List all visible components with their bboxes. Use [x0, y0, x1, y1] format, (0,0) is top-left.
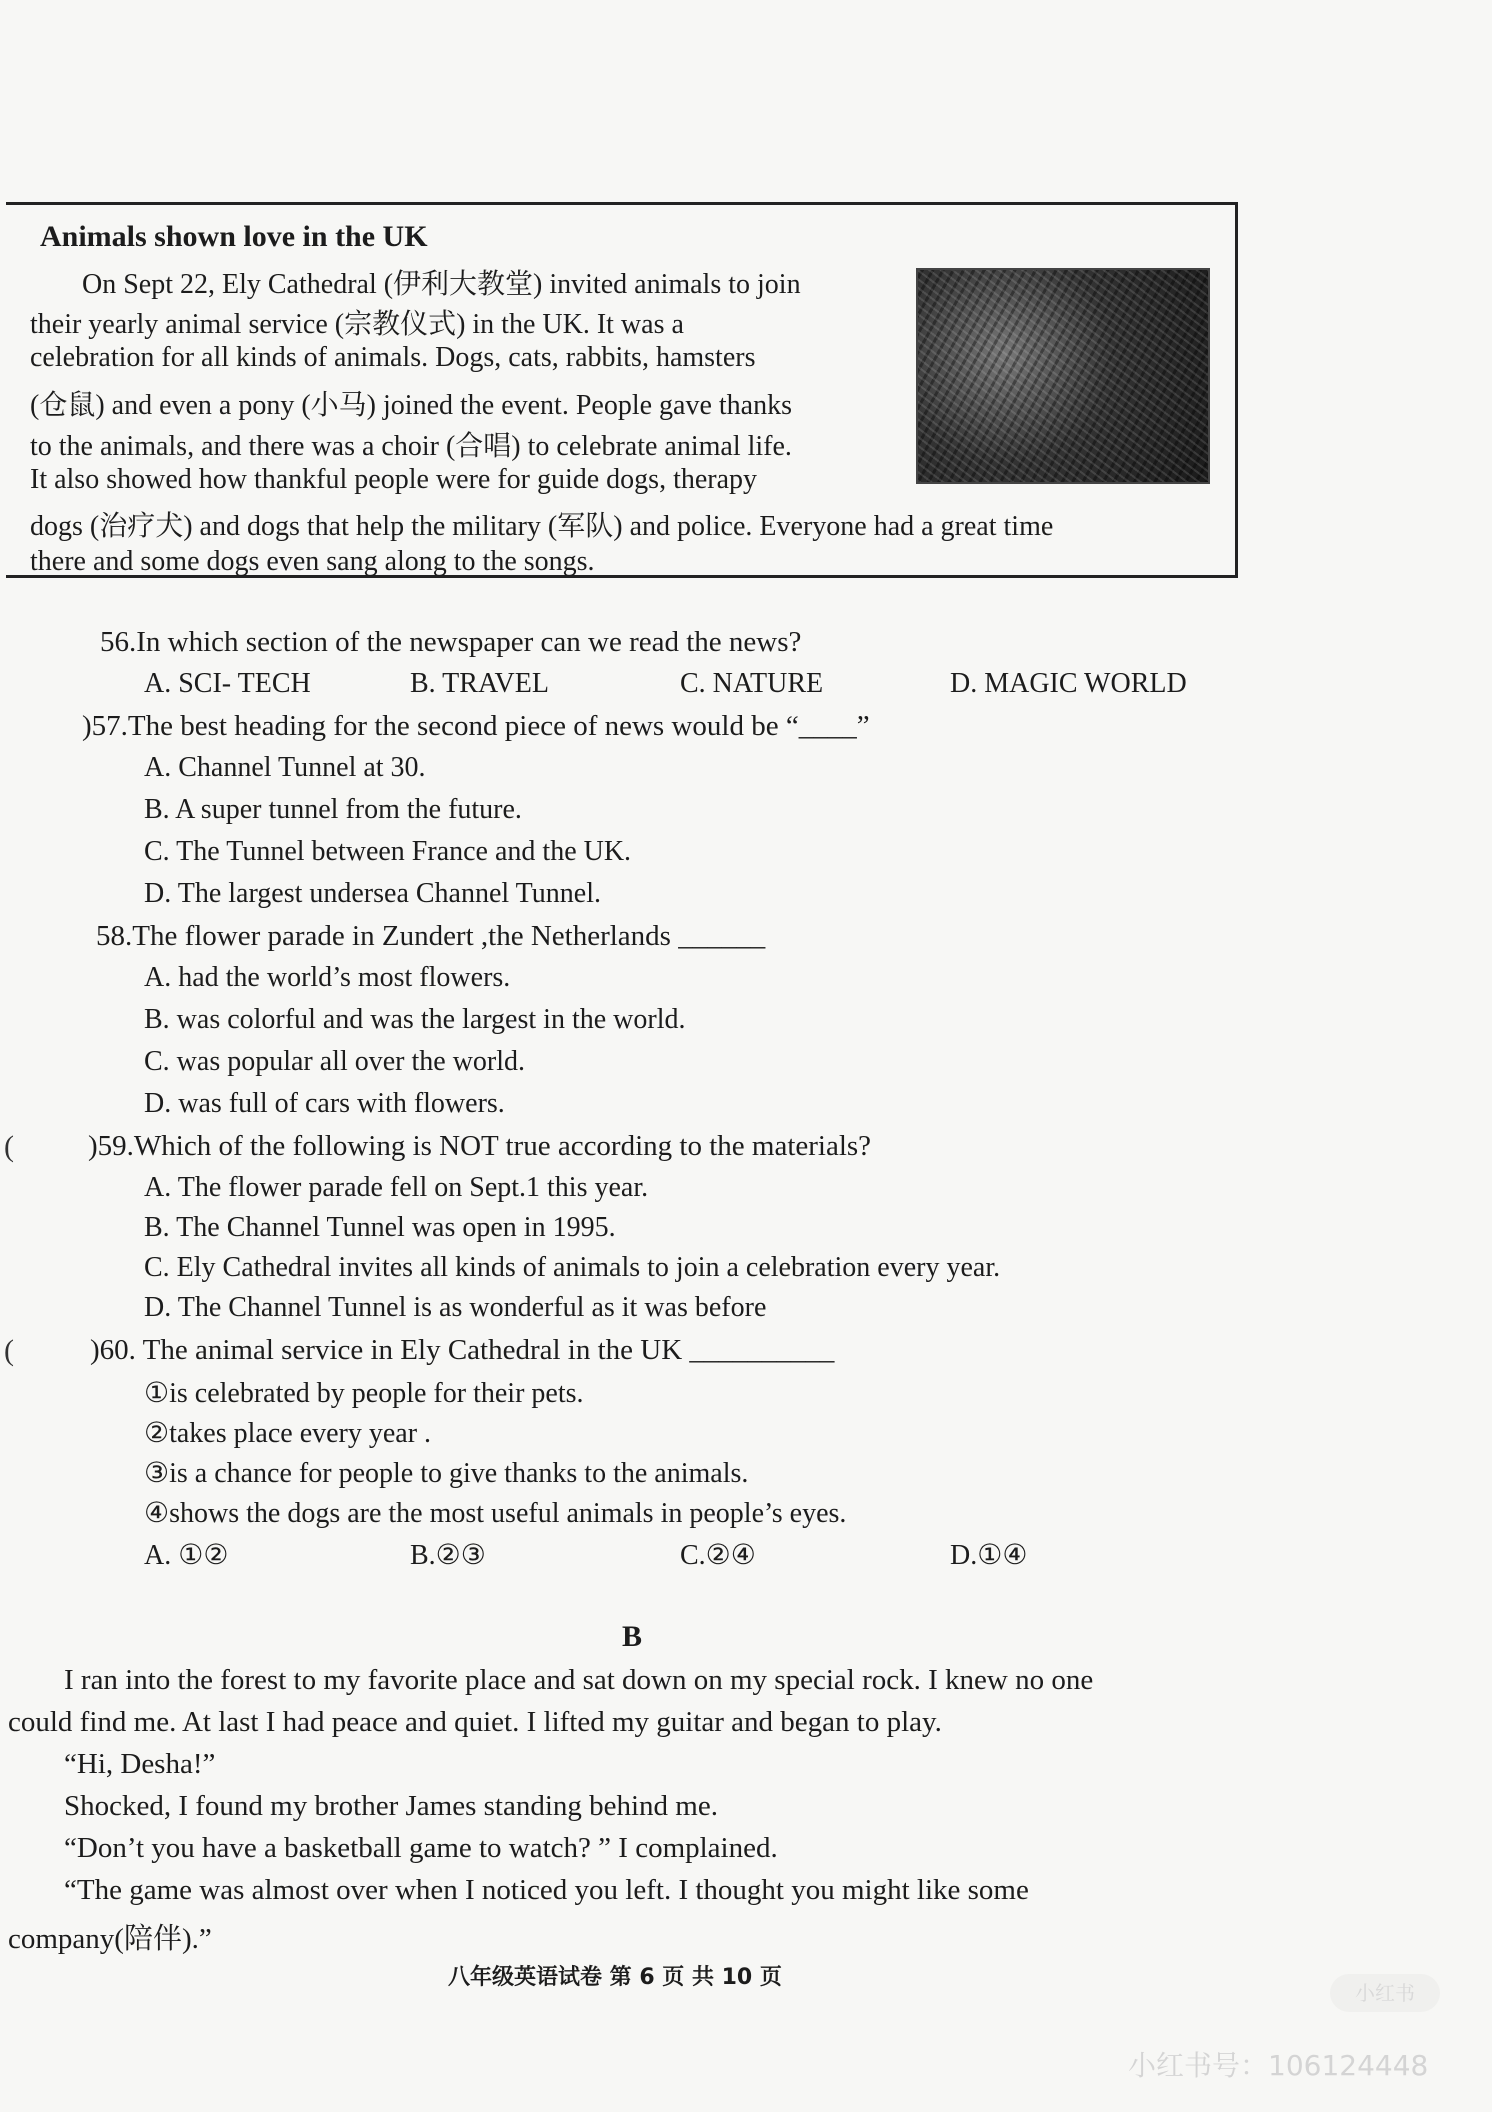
q57-option-d: D. The largest undersea Channel Tunnel.: [144, 878, 602, 909]
question-57-stem: )57.The best heading for the second piece of news would be “____”: [82, 710, 870, 742]
passage-line: “Hi, Desha!”: [64, 1748, 216, 1780]
q57-option-b: B. A super tunnel from the future.: [144, 794, 522, 825]
q60-statement-2: ②takes place every year .: [144, 1418, 432, 1449]
passage-line: “The game was almost over when I noticed you left. I thought you might like some: [64, 1874, 1029, 1906]
q60-statement-4: ④shows the dogs are the most useful animals in people’s eyes.: [144, 1498, 847, 1529]
passage-line: company(陪伴).”: [8, 1923, 212, 1955]
q56-option-c: C. NATURE: [680, 668, 824, 699]
q60-option-d: D.①④: [950, 1540, 1028, 1571]
passage-line: Shocked, I found my brother James standing behind me.: [64, 1790, 718, 1822]
passage-line: I ran into the forest to my favorite place and sat down on my special rock. I knew no one: [64, 1664, 1094, 1696]
question-58-stem: 58.The flower parade in Zundert ,the Netherlands ______: [96, 920, 766, 952]
news-line: celebration for all kinds of animals. Dogs, cats, rabbits, hamsters: [30, 342, 756, 373]
answer-bracket: (: [4, 1130, 14, 1163]
q56-option-b: B. TRAVEL: [410, 668, 549, 699]
watermark-text: 小红书号：106124448: [1128, 2049, 1429, 2082]
page-footer: 八年级英语试卷 第 6 页 共 10 页: [448, 1965, 782, 1990]
q60-option-a: A. ①②: [144, 1540, 229, 1571]
passage-line: “Don’t you have a basketball game to watch? ” I complained.: [64, 1832, 778, 1864]
news-line: to the animals, and there was a choir (合唱) to celebrate animal life.: [30, 431, 792, 462]
q60-option-c: C.②④: [680, 1540, 756, 1571]
passage-line: could find me. At last I had peace and quiet. I lifted my guitar and began to play.: [8, 1706, 942, 1738]
question-60-stem: )60. The animal service in Ely Cathedral in the UK __________: [90, 1334, 835, 1366]
section-heading: B: [622, 1620, 643, 1653]
watermark-badge: 小红书: [1330, 1974, 1440, 2012]
q57-option-a: A. Channel Tunnel at 30.: [144, 752, 426, 783]
q56-option-d: D. MAGIC WORLD: [950, 668, 1187, 699]
q60-option-b: B.②③: [410, 1540, 486, 1571]
question-56-stem: 56.In which section of the newspaper can we read the news?: [100, 626, 802, 658]
q58-option-d: D. was full of cars with flowers.: [144, 1088, 505, 1119]
news-photo: [916, 268, 1210, 484]
news-line: On Sept 22, Ely Cathedral (伊利大教堂) invited animals to join: [82, 269, 801, 300]
news-line: their yearly animal service (宗教仪式) in the UK. It was a: [30, 309, 684, 340]
news-line: (仓鼠) and even a pony (小马) joined the event. People gave thanks: [30, 390, 793, 421]
q56-option-a: A. SCI- TECH: [144, 668, 311, 699]
q59-option-a: A. The flower parade fell on Sept.1 this year.: [144, 1172, 649, 1203]
answer-bracket: (: [4, 1334, 14, 1367]
news-line: dogs (治疗犬) and dogs that help the military (军队) and police. Everyone had a great time: [30, 511, 1054, 542]
news-line: there and some dogs even sang along to the songs.: [30, 546, 595, 577]
news-title: Animals shown love in the UK: [40, 220, 428, 253]
q60-statement-1: ①is celebrated by people for their pets.: [144, 1378, 584, 1409]
q59-option-c: C. Ely Cathedral invites all kinds of animals to join a celebration every year.: [144, 1252, 1001, 1283]
q57-option-c: C. The Tunnel between France and the UK.: [144, 836, 632, 867]
q60-statement-3: ③is a chance for people to give thanks to the animals.: [144, 1458, 749, 1489]
q58-option-a: A. had the world’s most flowers.: [144, 962, 511, 993]
q58-option-b: B. was colorful and was the largest in the world.: [144, 1004, 686, 1035]
q58-option-c: C. was popular all over the world.: [144, 1046, 526, 1077]
q59-option-b: B. The Channel Tunnel was open in 1995.: [144, 1212, 616, 1243]
question-59-stem: )59.Which of the following is NOT true according to the materials?: [88, 1130, 872, 1162]
news-line: It also showed how thankful people were for guide dogs, therapy: [30, 464, 758, 495]
q59-option-d: D. The Channel Tunnel is as wonderful as it was before: [144, 1292, 767, 1323]
